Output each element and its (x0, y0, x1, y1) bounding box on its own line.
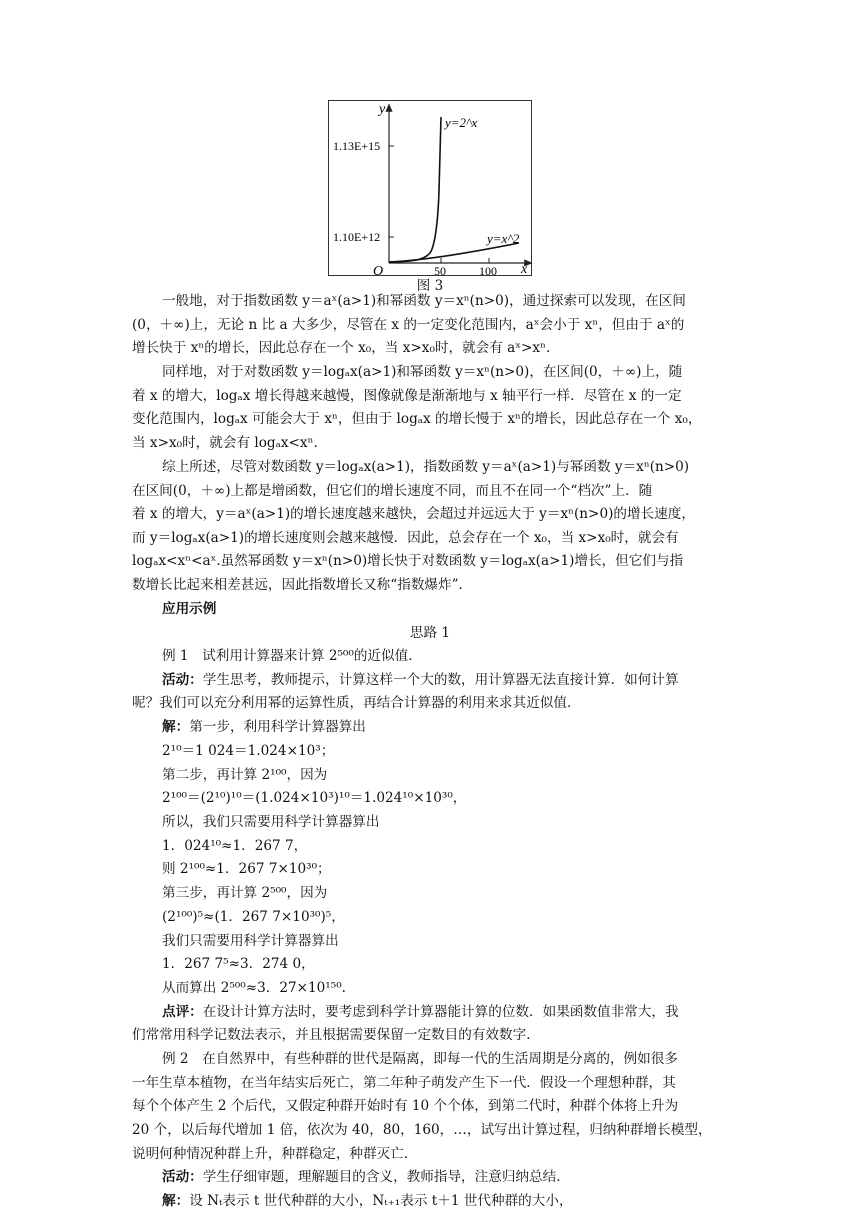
activity-heading: 活动： (162, 672, 203, 688)
solution-step: 从而算出 2⁵⁰⁰≈3．27×10¹⁵⁰. (162, 980, 346, 996)
para-line: logₐx<xⁿ<aˣ.虽然幂函数 y＝xⁿ(n>0)增长快于对数函数 y＝logₐx(a>1)增长，但它们与指 (132, 553, 684, 569)
x-tick-label-50: 50 (434, 264, 446, 277)
review-text: 在设计计算方法时，要考虑到科学计算器能计算的位数．如果函数值非常大，我 (202, 1004, 679, 1020)
example-1-solution (162, 718, 366, 737)
x-axis-label: x (521, 262, 528, 277)
series-pow-label: y=x^2 (487, 231, 520, 246)
origin-label: O (373, 264, 384, 277)
solution-step: 我们只需要用科学计算器算出 (162, 933, 339, 949)
solution-step: 所以，我们只需要用科学计算器算出 (162, 814, 380, 830)
solution-step: 1．267 7⁵≈3．274 0， (162, 956, 315, 972)
solution-heading: 解： (162, 1193, 190, 1209)
example-1-review-cont: 们常常用科学记数法表示，并且根据需要保留一定数目的有效数字． (132, 1027, 540, 1043)
activity-heading: 活动： (162, 1169, 203, 1185)
para-line: 着 x 的增大，logₐx 增长得越来越慢，图像就像是渐渐地与 x 轴平行一样．尽管在 x 的一定 (132, 388, 682, 404)
series-exp-curve (389, 117, 441, 262)
figure-3 (328, 100, 532, 276)
figure-caption: 图 3 (416, 278, 444, 294)
section-title: 应用示例 (162, 601, 217, 617)
example-1-review (162, 1003, 679, 1022)
example-2-question: 说明何种情况种群上升，种群稳定，种群灭亡． (132, 1146, 418, 1162)
solution-text: 设 Nₜ表示 t 世代种群的大小，Nₜ₊₁表示 t＋1 世代种群的大小， (189, 1193, 573, 1209)
activity-text: 学生仔细审题，理解题目的含义，教师指导，注意归纳总结． (202, 1169, 570, 1185)
solution-step: 2¹⁰＝1 024＝1.024×10³； (162, 743, 335, 759)
para-line: (0，＋∞)上，无论 n 比 a 大多少，尽管在 x 的一定变化范围内，aˣ会小于 xⁿ，但由于 aˣ的 (132, 317, 685, 333)
subsection-title: 思路 1 (409, 625, 451, 641)
growth-chart (329, 101, 533, 277)
para-line: 着 x 的增大，y＝aˣ(a>1)的增长速度越来越快，会超过并远远大于 y＝xⁿ(n>0)的增长速度， (132, 506, 695, 522)
solution-step: 2¹⁰⁰＝(2¹⁰)¹⁰＝(1.024×10³)¹⁰＝1.024¹⁰×10³⁰， (162, 790, 467, 806)
example-1-activity-cont: 呢？我们可以充分利用幂的运算性质，再结合计算器的利用来求其近似值． (132, 695, 581, 711)
para-line: 数增长比起来相差甚远，因此指数增长又称“指数爆炸”． (132, 577, 473, 593)
example-2-question: 每个个体产生 2 个后代，又假定种群开始时有 10 个个体，到第二代时，种群个体将上升为 (132, 1098, 679, 1114)
solution-step: 第二步，再计算 2¹⁰⁰，因为 (162, 767, 328, 783)
para-line: 一般地，对于指数函数 y＝aˣ(a>1)和幂函数 y＝xⁿ(n>0)，通过探索可以发现，在区间 (162, 293, 686, 309)
example-1-activity (162, 671, 679, 690)
solution-step: 则 2¹⁰⁰≈1．267 7×10³⁰； (162, 861, 331, 877)
para-line: 而 y＝logₐx(a>1)的增长速度则会越来越慢．因此，总会存在一个 x₀，当 x>x₀时，就会有 (132, 530, 679, 546)
para-line: 综上所述，尽管对数函数 y＝logₐx(a>1)，指数函数 y＝aˣ(a>1)与幂函数 y＝xⁿ(n>0) (162, 459, 690, 475)
example-2-activity (162, 1168, 570, 1187)
example-2-solution (162, 1192, 573, 1211)
y-axis-label: y (379, 102, 386, 117)
para-line: 变化范围内，logₐx 可能会大于 xⁿ，但由于 logₐx 的增长慢于 xⁿ的增长，因此总存在一个 x₀， (132, 411, 702, 427)
example-2-question: 一年生草本植物，在当年结实后死亡，第二年种子萌发产生下一代．假设一个理想种群，其 (132, 1075, 676, 1091)
solution-step: 第三步，再计算 2⁵⁰⁰，因为 (162, 885, 328, 901)
solution-step: (2¹⁰⁰)⁵≈(1．267 7×10³⁰)⁵， (162, 909, 345, 925)
example-1-question: 例 1 试利用计算器来计算 2⁵⁰⁰的近似值． (162, 648, 422, 664)
y-tick-label-high: 1.13E+15 (333, 139, 381, 153)
para-line: 同样地，对于对数函数 y＝logₐx(a>1)和幂函数 y＝xⁿ(n>0)，在区间(0，＋∞)上，随 (162, 364, 683, 380)
activity-text: 学生思考，教师提示，计算这样一个大的数，用计算器无法直接计算．如何计算 (202, 672, 679, 688)
x-tick-label-100: 100 (479, 264, 497, 277)
example-2-question: 20 个，以后每代增加 1 倍，依次为 40，80，160，…，试写出计算过程，归纳种群增长模型， (132, 1122, 712, 1138)
y-tick-label-low: 1.10E+12 (333, 230, 381, 244)
series-exp-label: y=2^x (445, 115, 478, 130)
para-line: 当 x>x₀时，就会有 logₐx<xⁿ. (132, 435, 318, 451)
solution-step: 1．024¹⁰≈1．267 7， (162, 838, 308, 854)
review-heading: 点评： (162, 1004, 203, 1020)
para-line: 在区间(0，＋∞)上都是增函数，但它们的增长速度不同，而且不在同一个“档次”上．随 (132, 483, 653, 499)
example-2-question: 例 2 在自然界中，有些种群的世代是隔离，即每一代的生活周期是分离的，例如很多 (162, 1051, 678, 1067)
solution-step: 第一步，利用科学计算器算出 (189, 719, 366, 735)
para-line: 增长快于 xⁿ的增长，因此总存在一个 x₀，当 x>x₀时，就会有 aˣ>xⁿ. (132, 340, 551, 356)
solution-heading: 解： (162, 719, 190, 735)
